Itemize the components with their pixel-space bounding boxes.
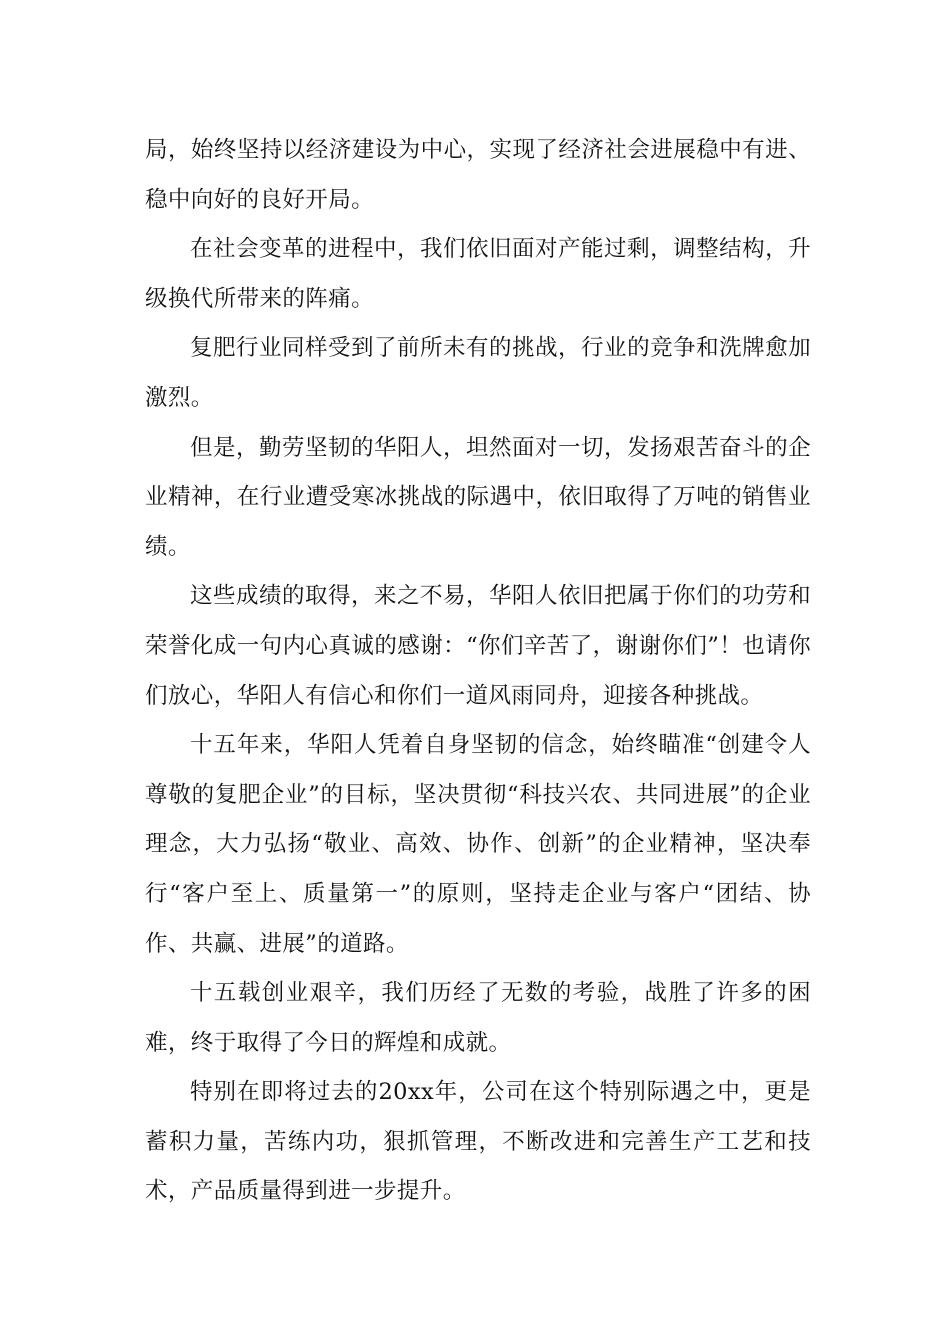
paragraph: 十五载创业艰辛，我们历经了无数的考验，战胜了许多的困难，终于取得了今日的辉煌和成就。: [145, 980, 811, 1056]
paragraph: 复肥行业同样受到了前所未有的挑战，行业的竞争和洗牌愈加激烈。: [145, 335, 811, 411]
paragraph: 局，始终坚持以经济建设为中心，实现了经济社会进展稳中有进、稳中向好的良好开局。: [145, 137, 811, 213]
paragraph: 十五年来，华阳人凭着自身坚韧的信念，始终瞄准“创建令人尊敬的复肥企业”的目标，坚决贯彻“科技兴农、共同进展”的企业理念，大力弘扬“敬业、高效、协作、创新”的企业精神，坚决奉行“客户至上、质量第一”的原则，坚持走企业与客户“团结、协作、共赢、进展”的道路。: [145, 732, 811, 957]
paragraph: 在社会变革的进程中，我们依旧面对产能过剩，调整结构，升级换代所带来的阵痛。: [145, 236, 811, 312]
document-body: [145, 126, 811, 1217]
paragraph: 这些成绩的取得，来之不易，华阳人依旧把属于你们的功劳和荣誉化成一句内心真诚的感谢：“你们辛苦了，谢谢你们”！也请你们放心，华阳人有信心和你们一道风雨同舟，迎接各种挑战。: [145, 583, 811, 709]
paragraph: 但是，勤劳坚韧的华阳人，坦然面对一切，发扬艰苦奋斗的企业精神，在行业遭受寒冰挑战的际遇中，依旧取得了万吨的销售业绩。: [145, 434, 811, 560]
paragraph: 特别在即将过去的20xx年，公司在这个特别际遇之中，更是蓄积力量，苦练内功，狠抓管理，不断改进和完善生产工艺和技术，产品质量得到进一步提升。: [145, 1079, 811, 1205]
